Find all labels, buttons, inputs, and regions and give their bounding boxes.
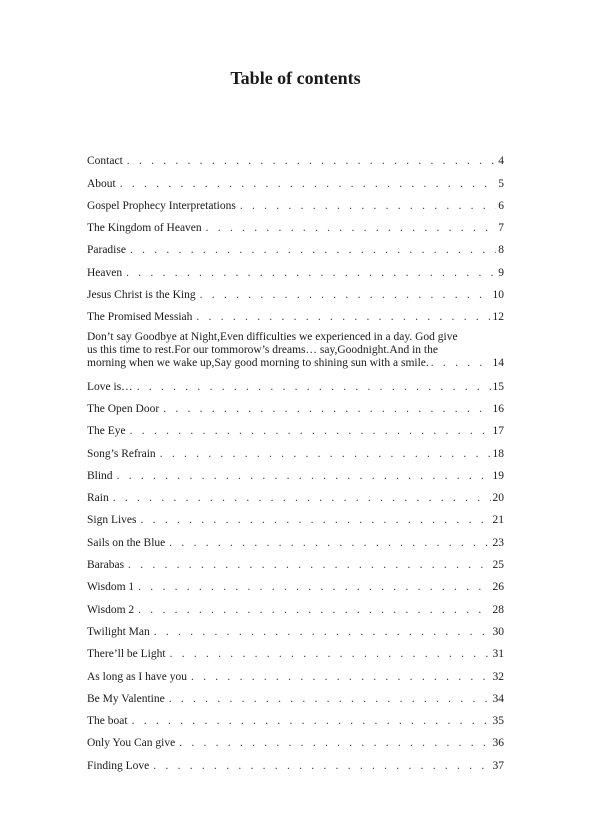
dot-leader (132, 715, 491, 728)
toc-page-number: 15 (492, 380, 504, 393)
toc-entry-label: Sails on the Blue (87, 536, 166, 549)
toc-entry-label: About (87, 177, 116, 190)
toc-entry-label: Wisdom 2 (87, 603, 135, 616)
toc-entry-label: Jesus Christ is the King (87, 289, 196, 302)
toc-entry-label: Rain (87, 492, 109, 505)
toc-entry-label: Only You Can give (87, 737, 176, 750)
toc-entry-songs-refrain[interactable] (87, 438, 504, 460)
toc-page-number: 20 (492, 492, 504, 505)
dot-leader (200, 289, 491, 302)
toc-page-number: 5 (498, 177, 504, 190)
toc-entry-heaven[interactable] (87, 257, 504, 279)
toc-entry-label: Barabas (87, 559, 125, 572)
dot-leader (141, 514, 491, 527)
toc-entry-label: Twilight Man (87, 625, 150, 638)
toc-entry-label: Finding Love (87, 759, 150, 772)
dot-leader (196, 311, 490, 324)
toc-page-number: 36 (492, 737, 504, 750)
page-title: Table of contents (230, 68, 361, 88)
toc-entry-twilight-man[interactable] (87, 617, 504, 639)
toc-entry-wisdom-1[interactable] (87, 572, 504, 594)
dot-leader (137, 381, 491, 394)
toc-entry-about[interactable] (87, 168, 504, 190)
dot-leader (130, 244, 496, 257)
dot-leader (160, 448, 491, 461)
toc-page-number: 10 (492, 289, 504, 302)
toc-entry-label: Song’s Refrain (87, 447, 156, 460)
toc-entry-label: As long as I have you (87, 670, 187, 683)
dot-leader (113, 492, 491, 505)
toc-entry-label: Wisdom 1 (87, 581, 135, 594)
toc-entry-label: Contact (87, 155, 123, 168)
toc-page-number: 28 (492, 603, 504, 616)
toc-entry-label-line: Don’t say Goodbye at Night,Even difficulties we experienced in a day. God give (87, 331, 458, 344)
toc-entry-only-you-can-give[interactable] (87, 728, 504, 750)
toc-page-number: 25 (492, 559, 504, 572)
dot-leader (128, 559, 490, 572)
dot-leader (138, 581, 490, 594)
toc-entry-label-line: us this time to rest.For our tommorow’s dreams… say,Goodnight.And in the (87, 344, 438, 357)
dot-leader (169, 537, 490, 550)
toc-entry-contact[interactable] (87, 146, 504, 168)
toc-entry-jesus-christ-king[interactable] (87, 280, 504, 302)
toc-entry-be-my-valentine[interactable] (87, 684, 504, 706)
toc-entry-label: Heaven (87, 266, 123, 279)
dot-leader (154, 626, 491, 639)
toc-page-number: 26 (492, 581, 504, 594)
toc-entry-love-is[interactable] (87, 371, 504, 393)
toc-entry-the-eye[interactable] (87, 416, 504, 438)
toc-entry-wisdom-2[interactable] (87, 594, 504, 616)
dot-leader (153, 760, 490, 773)
toc-entry-label: There’ll be Light (87, 648, 166, 661)
toc-entry-label: The Open Door (87, 402, 160, 415)
toc-page-number: 16 (492, 402, 504, 415)
toc-page-number: 34 (492, 692, 504, 705)
toc-entry-dont-say-goodbye[interactable] (87, 324, 504, 370)
toc-page-number: 31 (492, 648, 504, 661)
toc-entry-label: Blind (87, 469, 113, 482)
toc-entry-kingdom-of-heaven[interactable] (87, 213, 504, 235)
toc-page-number: 19 (492, 469, 504, 482)
toc-page-number: 23 (492, 536, 504, 549)
dot-leader (126, 267, 496, 280)
toc-page-number: 30 (492, 625, 504, 638)
dot-leader (130, 425, 491, 438)
table-of-contents (87, 146, 504, 773)
toc-entry-blind[interactable] (87, 461, 504, 483)
toc-page-number: 14 (492, 357, 504, 370)
toc-entry-label-line: morning when we wake up,Say good morning to shining sun with a smile. (87, 357, 429, 370)
toc-entry-label: Be My Valentine (87, 692, 165, 705)
toc-page-number: 37 (492, 759, 504, 772)
dot-leader (179, 737, 490, 750)
dot-leader (169, 693, 491, 706)
toc-entry-label: Gospel Prophecy Interpretations (87, 199, 236, 212)
toc-page-number: 12 (492, 311, 504, 324)
toc-entry-label: Love is… (87, 380, 133, 393)
dot-leader (138, 604, 490, 617)
toc-page-number: 9 (498, 266, 504, 279)
toc-entry-rain[interactable] (87, 483, 504, 505)
toc-entry-promised-messiah[interactable] (87, 302, 504, 324)
toc-page-number: 8 (498, 244, 504, 257)
dot-leader (127, 155, 496, 168)
toc-page-number: 32 (492, 670, 504, 683)
dot-leader (170, 648, 491, 661)
dot-leader (240, 200, 496, 213)
dot-leader (206, 222, 497, 235)
toc-entry-label: The Promised Messiah (87, 311, 193, 324)
dot-leader (117, 470, 491, 483)
dot-leader (163, 403, 490, 416)
toc-entry-gospel-prophecy[interactable] (87, 191, 504, 213)
toc-entry-label: The Eye (87, 425, 126, 438)
toc-entry-barabas[interactable] (87, 550, 504, 572)
toc-entry-paradise[interactable] (87, 235, 504, 257)
toc-page-number: 6 (498, 199, 504, 212)
toc-entry-finding-love[interactable] (87, 750, 504, 772)
toc-entry-therell-be-light[interactable] (87, 639, 504, 661)
dot-leader (120, 178, 497, 191)
toc-entry-open-door[interactable] (87, 394, 504, 416)
toc-entry-as-long-as-i-have-you[interactable] (87, 661, 504, 683)
toc-page-number: 21 (492, 514, 504, 527)
dot-leader (431, 357, 491, 370)
toc-entry-label: Paradise (87, 244, 126, 257)
toc-page-number: 7 (498, 222, 504, 235)
toc-page-number: 17 (492, 425, 504, 438)
toc-entry-label: Sign Lives (87, 514, 137, 527)
toc-entry-the-boat[interactable] (87, 706, 504, 728)
dot-leader (191, 671, 491, 684)
toc-page-number: 18 (492, 447, 504, 460)
toc-entry-sign-lives[interactable] (87, 505, 504, 527)
toc-page-number: 35 (492, 715, 504, 728)
toc-entry-sails-on-the-blue[interactable] (87, 527, 504, 549)
toc-page-number: 4 (498, 155, 504, 168)
toc-entry-label: The boat (87, 715, 128, 728)
toc-entry-label: The Kingdom of Heaven (87, 222, 202, 235)
